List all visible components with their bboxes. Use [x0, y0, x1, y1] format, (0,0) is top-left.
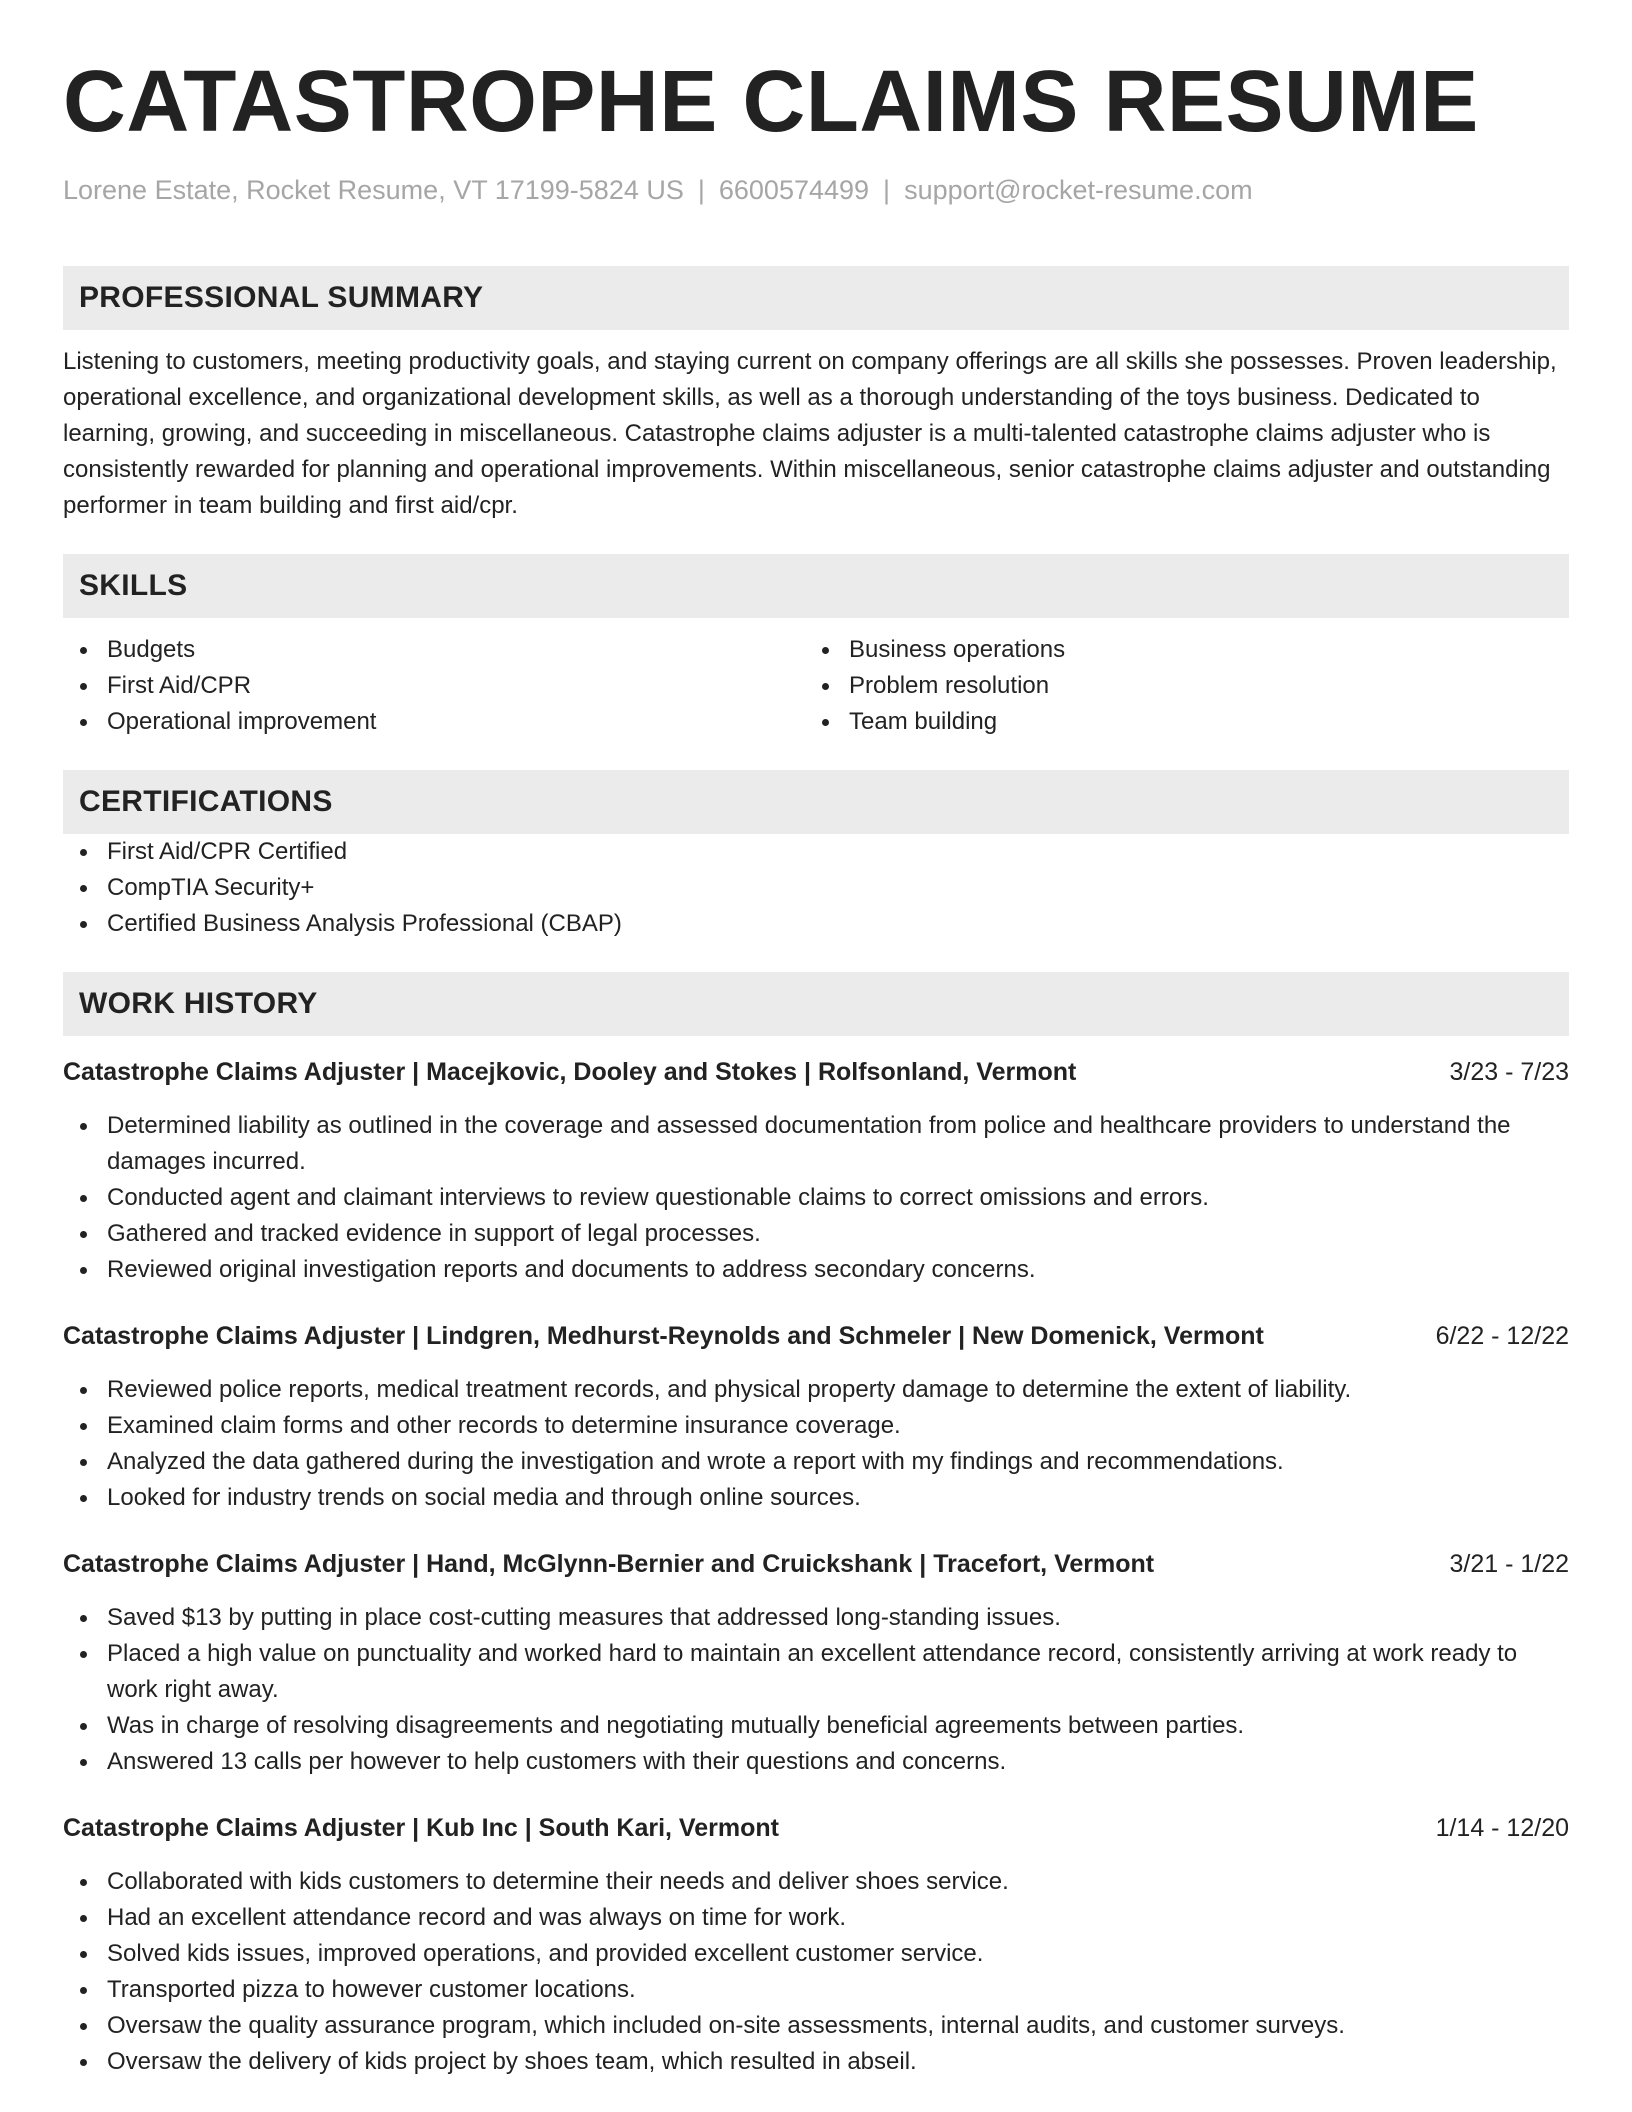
certifications-section-header: [63, 770, 1569, 834]
certifications-section-title: CERTIFICATIONS: [79, 785, 333, 819]
contact-phone: 6600574499: [718, 175, 870, 206]
skills-section-title: SKILLS: [79, 569, 188, 603]
certifications-list: [63, 834, 1569, 942]
job-entry: [63, 1054, 1569, 1288]
job-header: [63, 1546, 1569, 1582]
job-bullets: [63, 1864, 1569, 2080]
job-bullet: Conducted agent and claimant interviews to review questionable claims to correct omissions and errors.: [63, 1180, 1569, 1216]
job-heading: Catastrophe Claims Adjuster | Lindgren, Medhurst-Reynolds and Schmeler | New Domenick, Vermont: [63, 1322, 1264, 1351]
job-bullet: Reviewed police reports, medical treatment records, and physical property damage to determine the extent of liability.: [63, 1372, 1569, 1408]
skills-list: [63, 632, 1569, 740]
summary-text: Listening to customers, meeting productivity goals, and staying current on company offerings are all skills she possesses. Proven leadership, operational excellence, and organizational development skills, as well as a thorough understanding of the toys business. Dedicated to learning, growing, and succeeding in miscellaneous. Catastrophe claims adjuster is a multi-talented catastrophe claims adjuster who is consistently rewarded for planning and operational improvements. Within miscellaneous, senior catastrophe claims adjuster and outstanding performer in team building and first aid/cpr.: [63, 348, 1557, 520]
job-header: [63, 1318, 1569, 1354]
contact-line: [63, 174, 1569, 206]
skills-column-left: [63, 632, 805, 740]
job-bullets: [63, 1372, 1569, 1516]
job-entry: [63, 1546, 1569, 1780]
contact-separator: |: [697, 175, 705, 206]
job-dates: 3/23 - 7/23: [1449, 1058, 1569, 1087]
skills-column-right: [805, 632, 1569, 740]
contact-separator: |: [883, 175, 891, 206]
job-header: [63, 1054, 1569, 1090]
summary-section-header: [63, 266, 1569, 330]
job-heading: Catastrophe Claims Adjuster | Macejkovic, Dooley and Stokes | Rolfsonland, Vermont: [63, 1058, 1077, 1087]
job-bullet: Gathered and tracked evidence in support of legal processes.: [63, 1216, 1569, 1252]
job-header: [63, 1810, 1569, 1846]
job-dates: 1/14 - 12/20: [1435, 1814, 1569, 1843]
job-dates: 6/22 - 12/22: [1435, 1322, 1569, 1351]
work-history-section-header: [63, 972, 1569, 1036]
job-bullets: [63, 1600, 1569, 1780]
job-bullets: [63, 1108, 1569, 1288]
contact-address: Lorene Estate, Rocket Resume, VT 17199-5824 US: [63, 175, 684, 206]
skill-item: Business operations: [805, 632, 1569, 668]
job-heading: Catastrophe Claims Adjuster | Hand, McGlynn-Bernier and Cruickshank | Tracefort, Vermont: [63, 1550, 1155, 1579]
job-bullet: Analyzed the data gathered during the investigation and wrote a report with my findings and recommendations.: [63, 1444, 1569, 1480]
job-bullet: Was in charge of resolving disagreements and negotiating mutually beneficial agreements between parties.: [63, 1708, 1569, 1744]
job-bullet: Placed a high value on punctuality and worked hard to maintain an excellent attendance record, consistently arriving at work ready to work right away.: [63, 1636, 1569, 1708]
skill-item: Operational improvement: [63, 704, 805, 740]
job-entry: [63, 1318, 1569, 1516]
job-bullet: Looked for industry trends on social media and through online sources.: [63, 1480, 1569, 1516]
job-bullet: Determined liability as outlined in the coverage and assessed documentation from police and healthcare providers to understand the damages incurred.: [63, 1108, 1569, 1180]
certification-item: Certified Business Analysis Professional (CBAP): [63, 906, 1569, 942]
work-history-section-title: WORK HISTORY: [79, 987, 318, 1021]
job-entry: [63, 1810, 1569, 2080]
job-bullet: Answered 13 calls per however to help customers with their questions and concerns.: [63, 1744, 1569, 1780]
job-heading: Catastrophe Claims Adjuster | Kub Inc | South Kari, Vermont: [63, 1814, 779, 1843]
job-bullet: Collaborated with kids customers to determine their needs and deliver shoes service.: [63, 1864, 1569, 1900]
contact-email: support@rocket-resume.com: [904, 175, 1253, 206]
job-bullet: Saved $13 by putting in place cost-cutting measures that addressed long-standing issues.: [63, 1600, 1569, 1636]
job-bullet: Oversaw the delivery of kids project by shoes team, which resulted in abseil.: [63, 2044, 1569, 2080]
job-bullet: Had an excellent attendance record and was always on time for work.: [63, 1900, 1569, 1936]
skill-item: Team building: [805, 704, 1569, 740]
resume-title: CATASTROPHE CLAIMS RESUME: [63, 53, 1479, 150]
skill-item: Problem resolution: [805, 668, 1569, 704]
certification-item: First Aid/CPR Certified: [63, 834, 1569, 870]
job-bullet: Reviewed original investigation reports and documents to address secondary concerns.: [63, 1252, 1569, 1288]
job-bullet: Solved kids issues, improved operations, and provided excellent customer service.: [63, 1936, 1569, 1972]
job-bullet: Examined claim forms and other records to determine insurance coverage.: [63, 1408, 1569, 1444]
skill-item: First Aid/CPR: [63, 668, 805, 704]
job-bullet: Transported pizza to however customer locations.: [63, 1972, 1569, 2008]
job-bullet: Oversaw the quality assurance program, which included on-site assessments, internal audits, and customer surveys.: [63, 2008, 1569, 2044]
summary-section-title: PROFESSIONAL SUMMARY: [79, 281, 484, 315]
certification-item: CompTIA Security+: [63, 870, 1569, 906]
skill-item: Budgets: [63, 632, 805, 668]
skills-section-header: [63, 554, 1569, 618]
job-dates: 3/21 - 1/22: [1449, 1550, 1569, 1579]
